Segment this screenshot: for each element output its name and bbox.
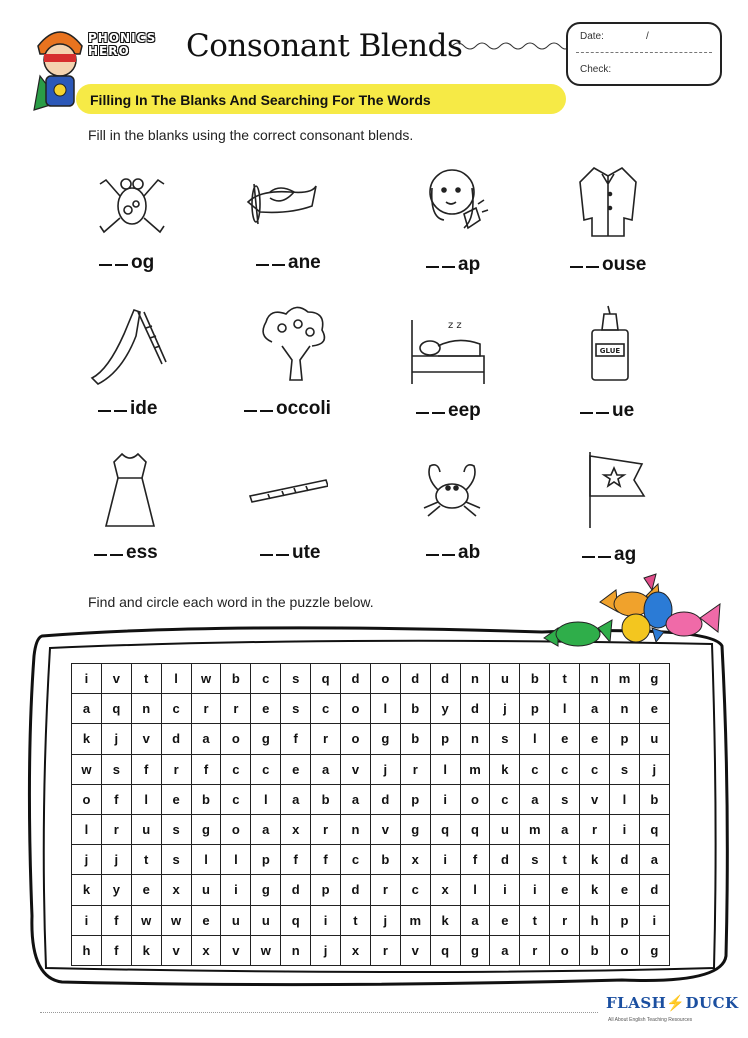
puzzle-cell[interactable]: c — [221, 784, 251, 814]
frog-icon — [92, 160, 172, 244]
puzzle-cell[interactable]: f — [311, 845, 341, 875]
puzzle-cell[interactable]: t — [550, 664, 580, 694]
clap-icon — [414, 158, 494, 242]
puzzle-cell[interactable]: l — [221, 845, 251, 875]
puzzle-cell[interactable]: v — [370, 814, 400, 844]
word-ending: occoli — [276, 398, 331, 419]
blank-line — [582, 556, 595, 558]
puzzle-cell[interactable]: w — [72, 754, 102, 784]
puzzle-cell[interactable]: a — [460, 905, 490, 935]
sleep-icon — [408, 306, 488, 390]
title-squiggle-decoration — [452, 38, 568, 54]
puzzle-cell[interactable]: m — [610, 664, 640, 694]
puzzle-cell[interactable]: u — [191, 875, 221, 905]
blank-line — [260, 554, 273, 556]
puzzle-row — [72, 754, 670, 784]
puzzle-cell[interactable]: x — [161, 875, 191, 905]
puzzle-cell[interactable]: q — [430, 814, 460, 844]
puzzle-cell[interactable]: v — [101, 664, 131, 694]
puzzle-cell[interactable]: c — [161, 694, 191, 724]
puzzle-row — [72, 784, 670, 814]
puzzle-cell[interactable]: p — [610, 905, 640, 935]
puzzle-cell[interactable]: e — [639, 694, 669, 724]
puzzle-cell[interactable]: u — [221, 905, 251, 935]
puzzle-cell[interactable]: j — [72, 845, 102, 875]
puzzle-cell[interactable]: d — [460, 694, 490, 724]
instruction-find-circle: Find and circle each word in the puzzle below. — [88, 594, 374, 610]
puzzle-cell[interactable]: c — [341, 845, 371, 875]
puzzle-cell[interactable]: f — [191, 754, 221, 784]
puzzle-row — [72, 845, 670, 875]
brand-logo — [88, 32, 156, 58]
puzzle-cell[interactable]: t — [550, 845, 580, 875]
puzzle-cell[interactable]: b — [639, 784, 669, 814]
puzzle-cell[interactable]: i — [610, 814, 640, 844]
puzzle-cell[interactable]: v — [341, 754, 371, 784]
puzzle-row — [72, 724, 670, 754]
word-ending: og — [131, 252, 155, 273]
puzzle-cell[interactable]: w — [251, 935, 281, 965]
puzzle-cell[interactable]: w — [131, 905, 161, 935]
puzzle-cell[interactable]: a — [341, 784, 371, 814]
puzzle-cell[interactable]: w — [161, 905, 191, 935]
puzzle-cell[interactable]: t — [131, 845, 161, 875]
puzzle-cell[interactable]: n — [281, 935, 311, 965]
puzzle-cell[interactable]: e — [131, 875, 161, 905]
puzzle-cell[interactable]: d — [639, 875, 669, 905]
blank-line — [244, 410, 257, 412]
puzzle-cell[interactable]: i — [72, 664, 102, 694]
puzzle-cell[interactable]: i — [311, 905, 341, 935]
word-ending: ab — [458, 542, 481, 563]
puzzle-row — [72, 905, 670, 935]
puzzle-cell[interactable]: r — [370, 935, 400, 965]
puzzle-cell[interactable]: p — [251, 845, 281, 875]
puzzle-cell[interactable]: q — [460, 814, 490, 844]
word-ending: ane — [288, 252, 321, 273]
puzzle-cell[interactable]: o — [221, 814, 251, 844]
puzzle-cell[interactable]: c — [550, 754, 580, 784]
puzzle-cell[interactable]: f — [101, 935, 131, 965]
blank-line — [586, 266, 599, 268]
puzzle-cell[interactable]: b — [400, 724, 430, 754]
puzzle-cell[interactable]: f — [101, 905, 131, 935]
word-ending: ag — [614, 544, 637, 565]
date-divider — [576, 52, 712, 53]
puzzle-cell[interactable]: n — [131, 694, 161, 724]
puzzle-cell[interactable]: l — [550, 694, 580, 724]
puzzle-cell[interactable]: v — [131, 724, 161, 754]
puzzle-cell[interactable]: f — [281, 724, 311, 754]
puzzle-cell[interactable]: l — [72, 814, 102, 844]
logo-part-2: DUCK — [685, 994, 739, 1012]
flashduck-logo — [606, 994, 739, 1012]
puzzle-cell[interactable]: q — [101, 694, 131, 724]
puzzle-cell[interactable]: j — [101, 845, 131, 875]
word-ending: ap — [458, 254, 481, 275]
flag-icon — [576, 446, 656, 530]
puzzle-row — [72, 814, 670, 844]
puzzle-cell[interactable]: b — [370, 845, 400, 875]
puzzle-cell[interactable]: f — [460, 845, 490, 875]
blank-line — [426, 554, 439, 556]
puzzle-cell[interactable]: b — [520, 664, 550, 694]
blank-line — [115, 264, 128, 266]
puzzle-cell[interactable]: l — [370, 694, 400, 724]
puzzle-cell[interactable]: t — [520, 905, 550, 935]
crab-icon — [412, 448, 492, 532]
puzzle-cell[interactable]: s — [281, 664, 311, 694]
puzzle-cell[interactable]: o — [550, 935, 580, 965]
puzzle-cell[interactable]: r — [311, 724, 341, 754]
puzzle-cell[interactable]: j — [370, 905, 400, 935]
puzzle-cell[interactable]: d — [161, 724, 191, 754]
word-card-2 — [256, 252, 321, 274]
word-ending: ouse — [602, 254, 647, 275]
puzzle-cell[interactable]: u — [251, 905, 281, 935]
puzzle-cell[interactable]: i — [490, 875, 520, 905]
puzzle-cell[interactable]: k — [72, 875, 102, 905]
puzzle-cell[interactable]: g — [191, 814, 221, 844]
puzzle-cell[interactable]: u — [131, 814, 161, 844]
puzzle-cell[interactable]: c — [221, 754, 251, 784]
puzzle-cell[interactable]: v — [161, 935, 191, 965]
puzzle-cell[interactable]: g — [370, 724, 400, 754]
puzzle-cell[interactable]: i — [430, 784, 460, 814]
puzzle-cell[interactable]: k — [580, 875, 610, 905]
blank-line — [272, 264, 285, 266]
puzzle-cell[interactable]: a — [72, 694, 102, 724]
puzzle-cell[interactable]: r — [580, 814, 610, 844]
puzzle-cell[interactable]: m — [460, 754, 490, 784]
puzzle-cell[interactable]: i — [72, 905, 102, 935]
puzzle-cell[interactable]: s — [520, 845, 550, 875]
blank-line — [598, 556, 611, 558]
puzzle-cell[interactable]: y — [430, 694, 460, 724]
puzzle-cell[interactable]: b — [221, 664, 251, 694]
blank-line — [432, 412, 445, 414]
puzzle-cell[interactable]: r — [520, 935, 550, 965]
puzzle-cell[interactable]: d — [490, 845, 520, 875]
puzzle-cell[interactable]: a — [281, 784, 311, 814]
word-card-7 — [416, 400, 481, 422]
puzzle-cell[interactable]: t — [131, 664, 161, 694]
puzzle-cell[interactable]: u — [490, 664, 520, 694]
puzzle-cell[interactable]: p — [520, 694, 550, 724]
puzzle-cell[interactable]: l — [161, 664, 191, 694]
puzzle-cell[interactable]: o — [460, 784, 490, 814]
puzzle-cell[interactable]: a — [639, 845, 669, 875]
puzzle-cell[interactable]: d — [341, 664, 371, 694]
puzzle-cell[interactable]: k — [131, 935, 161, 965]
puzzle-cell[interactable]: j — [370, 754, 400, 784]
puzzle-cell[interactable]: e — [191, 905, 221, 935]
puzzle-cell[interactable]: a — [311, 754, 341, 784]
puzzle-cell[interactable]: n — [460, 664, 490, 694]
puzzle-cell[interactable]: s — [161, 845, 191, 875]
puzzle-cell[interactable]: g — [400, 814, 430, 844]
puzzle-cell[interactable]: d — [430, 664, 460, 694]
puzzle-cell[interactable]: j — [490, 694, 520, 724]
flute-icon — [248, 450, 328, 534]
puzzle-cell[interactable]: a — [490, 935, 520, 965]
blank-line — [276, 554, 289, 556]
puzzle-cell[interactable]: t — [341, 905, 371, 935]
dress-icon — [90, 448, 170, 532]
puzzle-cell[interactable]: b — [580, 935, 610, 965]
puzzle-cell[interactable]: q — [639, 814, 669, 844]
puzzle-cell[interactable]: g — [639, 935, 669, 965]
puzzle-cell[interactable]: a — [550, 814, 580, 844]
puzzle-row — [72, 664, 670, 694]
word-ending: ess — [126, 542, 158, 563]
logo-part-1: FLASH — [606, 994, 667, 1012]
puzzle-cell[interactable]: n — [580, 664, 610, 694]
puzzle-cell[interactable]: r — [191, 694, 221, 724]
puzzle-cell[interactable]: s — [490, 724, 520, 754]
word-ending: eep — [448, 400, 481, 421]
puzzle-cell[interactable]: e — [161, 784, 191, 814]
puzzle-cell[interactable]: o — [221, 724, 251, 754]
puzzle-cell[interactable]: e — [610, 875, 640, 905]
puzzle-cell[interactable]: w — [191, 664, 221, 694]
brand-line-2: HERO — [88, 44, 130, 58]
puzzle-cell[interactable]: c — [311, 694, 341, 724]
blank-line — [256, 264, 269, 266]
plane-icon — [240, 162, 320, 246]
word-ending: ute — [292, 542, 321, 563]
lightning-icon: ⚡ — [666, 994, 686, 1012]
check-label: Check: — [580, 64, 612, 75]
puzzle-cell[interactable]: l — [610, 784, 640, 814]
puzzle-cell[interactable]: h — [72, 935, 102, 965]
puzzle-cell[interactable]: v — [580, 784, 610, 814]
candy-decoration-icon — [540, 572, 730, 662]
puzzle-cell[interactable]: a — [520, 784, 550, 814]
blank-line — [426, 266, 439, 268]
puzzle-cell[interactable]: r — [221, 694, 251, 724]
word-card-11 — [426, 542, 480, 564]
word-ending: ue — [612, 400, 635, 421]
puzzle-cell[interactable]: s — [281, 694, 311, 724]
puzzle-cell[interactable]: n — [341, 814, 371, 844]
puzzle-cell[interactable]: y — [101, 875, 131, 905]
puzzle-cell[interactable]: i — [430, 845, 460, 875]
puzzle-cell[interactable]: c — [520, 754, 550, 784]
puzzle-cell[interactable]: e — [281, 754, 311, 784]
banner-text: Filling In The Blanks And Searching For The Words — [90, 92, 431, 108]
puzzle-cell[interactable]: x — [400, 845, 430, 875]
glue-label: GLUE — [599, 347, 621, 355]
puzzle-cell[interactable]: i — [221, 875, 251, 905]
blank-line — [416, 412, 429, 414]
puzzle-cell[interactable]: l — [460, 875, 490, 905]
puzzle-cell[interactable]: m — [400, 905, 430, 935]
puzzle-cell[interactable]: d — [281, 875, 311, 905]
logo-tagline: All About English Teaching Resources — [608, 1017, 693, 1023]
puzzle-cell[interactable]: i — [639, 905, 669, 935]
puzzle-cell[interactable]: p — [610, 724, 640, 754]
blank-line — [596, 412, 609, 414]
puzzle-cell[interactable]: r — [311, 814, 341, 844]
puzzle-cell[interactable]: b — [191, 784, 221, 814]
puzzle-cell[interactable]: c — [251, 664, 281, 694]
word-ending: ide — [130, 398, 158, 419]
blank-line — [442, 554, 455, 556]
puzzle-cell[interactable]: d — [370, 784, 400, 814]
word-card-10 — [260, 542, 321, 564]
instruction-fill-blanks: Fill in the blanks using the correct consonant blends. — [88, 127, 414, 143]
puzzle-cell[interactable]: e — [550, 875, 580, 905]
puzzle-cell[interactable]: k — [490, 754, 520, 784]
puzzle-cell[interactable]: u — [639, 724, 669, 754]
puzzle-cell[interactable]: x — [430, 875, 460, 905]
puzzle-cell[interactable]: e — [580, 724, 610, 754]
puzzle-cell[interactable]: b — [400, 694, 430, 724]
puzzle-cell[interactable]: r — [550, 905, 580, 935]
broccoli-icon — [252, 302, 332, 386]
puzzle-cell[interactable]: s — [101, 754, 131, 784]
puzzle-cell[interactable]: h — [580, 905, 610, 935]
puzzle-cell[interactable]: q — [281, 905, 311, 935]
word-card-1 — [99, 252, 154, 274]
puzzle-cell[interactable]: l — [191, 845, 221, 875]
puzzle-cell[interactable]: c — [251, 754, 281, 784]
word-card-6 — [244, 398, 331, 420]
puzzle-cell[interactable]: s — [161, 814, 191, 844]
puzzle-cell[interactable]: q — [311, 664, 341, 694]
puzzle-cell[interactable]: q — [430, 935, 460, 965]
puzzle-cell[interactable]: a — [580, 694, 610, 724]
brand-line-1: PHONICS — [88, 31, 157, 45]
puzzle-cell[interactable]: v — [221, 935, 251, 965]
puzzle-row — [72, 875, 670, 905]
word-card-8 — [580, 400, 634, 422]
puzzle-cell[interactable]: p — [311, 875, 341, 905]
puzzle-cell[interactable]: k — [430, 905, 460, 935]
puzzle-cell[interactable]: b — [311, 784, 341, 814]
puzzle-cell[interactable]: c — [490, 784, 520, 814]
date-label: Date: — [580, 31, 604, 42]
puzzle-cell[interactable]: i — [520, 875, 550, 905]
puzzle-cell[interactable]: k — [72, 724, 102, 754]
puzzle-cell[interactable]: g — [251, 724, 281, 754]
puzzle-cell[interactable]: f — [131, 754, 161, 784]
date-slash: / — [646, 31, 649, 42]
word-card-3 — [426, 254, 480, 276]
puzzle-cell[interactable]: o — [72, 784, 102, 814]
puzzle-cell[interactable]: m — [520, 814, 550, 844]
puzzle-cell[interactable]: o — [370, 664, 400, 694]
puzzle-cell[interactable]: o — [341, 724, 371, 754]
puzzle-cell[interactable]: x — [341, 935, 371, 965]
word-card-9 — [94, 542, 158, 564]
blouse-icon — [568, 158, 648, 242]
blank-line — [98, 410, 111, 412]
section-banner — [76, 84, 566, 114]
puzzle-cell[interactable]: c — [400, 875, 430, 905]
word-card-12 — [582, 544, 636, 566]
puzzle-cell[interactable]: l — [520, 724, 550, 754]
puzzle-cell[interactable]: f — [281, 845, 311, 875]
puzzle-cell[interactable]: o — [610, 935, 640, 965]
blank-line — [580, 412, 593, 414]
puzzle-cell[interactable]: l — [251, 784, 281, 814]
puzzle-cell[interactable]: e — [251, 694, 281, 724]
puzzle-cell[interactable]: e — [490, 905, 520, 935]
puzzle-cell[interactable]: e — [550, 724, 580, 754]
word-card-4 — [570, 254, 646, 276]
svg-text:z z: z z — [448, 320, 462, 331]
puzzle-cell[interactable]: p — [430, 724, 460, 754]
puzzle-cell[interactable]: g — [460, 935, 490, 965]
puzzle-cell[interactable]: g — [639, 664, 669, 694]
puzzle-cell[interactable]: d — [400, 664, 430, 694]
puzzle-cell[interactable]: g — [251, 875, 281, 905]
puzzle-cell[interactable]: x — [281, 814, 311, 844]
puzzle-cell[interactable]: l — [131, 784, 161, 814]
blank-line — [260, 410, 273, 412]
puzzle-cell[interactable]: f — [101, 784, 131, 814]
puzzle-cell[interactable]: k — [580, 845, 610, 875]
puzzle-cell[interactable]: p — [400, 784, 430, 814]
footer-dotted-line — [40, 1012, 598, 1013]
word-search-grid — [71, 663, 670, 966]
puzzle-cell[interactable]: r — [400, 754, 430, 784]
word-card-5 — [98, 398, 157, 420]
puzzle-cell[interactable]: j — [311, 935, 341, 965]
puzzle-cell[interactable]: r — [370, 875, 400, 905]
puzzle-row — [72, 694, 670, 724]
blank-line — [570, 266, 583, 268]
puzzle-cell[interactable]: d — [610, 845, 640, 875]
blank-line — [442, 266, 455, 268]
puzzle-cell[interactable]: l — [430, 754, 460, 784]
puzzle-cell[interactable]: n — [460, 724, 490, 754]
puzzle-cell[interactable]: u — [490, 814, 520, 844]
slide-icon — [88, 304, 168, 388]
puzzle-cell[interactable]: v — [400, 935, 430, 965]
puzzle-cell[interactable]: c — [580, 754, 610, 784]
puzzle-cell[interactable]: r — [101, 814, 131, 844]
date-check-box — [566, 22, 722, 86]
blank-line — [94, 554, 107, 556]
puzzle-cell[interactable]: a — [251, 814, 281, 844]
puzzle-cell[interactable]: a — [191, 724, 221, 754]
blank-line — [99, 264, 112, 266]
puzzle-cell[interactable]: n — [610, 694, 640, 724]
puzzle-cell[interactable]: j — [639, 754, 669, 784]
puzzle-cell[interactable]: o — [341, 694, 371, 724]
puzzle-cell[interactable]: s — [610, 754, 640, 784]
puzzle-cell[interactable]: r — [161, 754, 191, 784]
puzzle-cell[interactable]: x — [191, 935, 221, 965]
puzzle-cell[interactable]: s — [550, 784, 580, 814]
blank-line — [114, 410, 127, 412]
puzzle-row — [72, 935, 670, 965]
blank-line — [110, 554, 123, 556]
glue-icon — [574, 302, 654, 386]
page-title: Consonant Blends — [186, 28, 463, 64]
puzzle-cell[interactable]: j — [101, 724, 131, 754]
puzzle-cell[interactable]: d — [341, 875, 371, 905]
